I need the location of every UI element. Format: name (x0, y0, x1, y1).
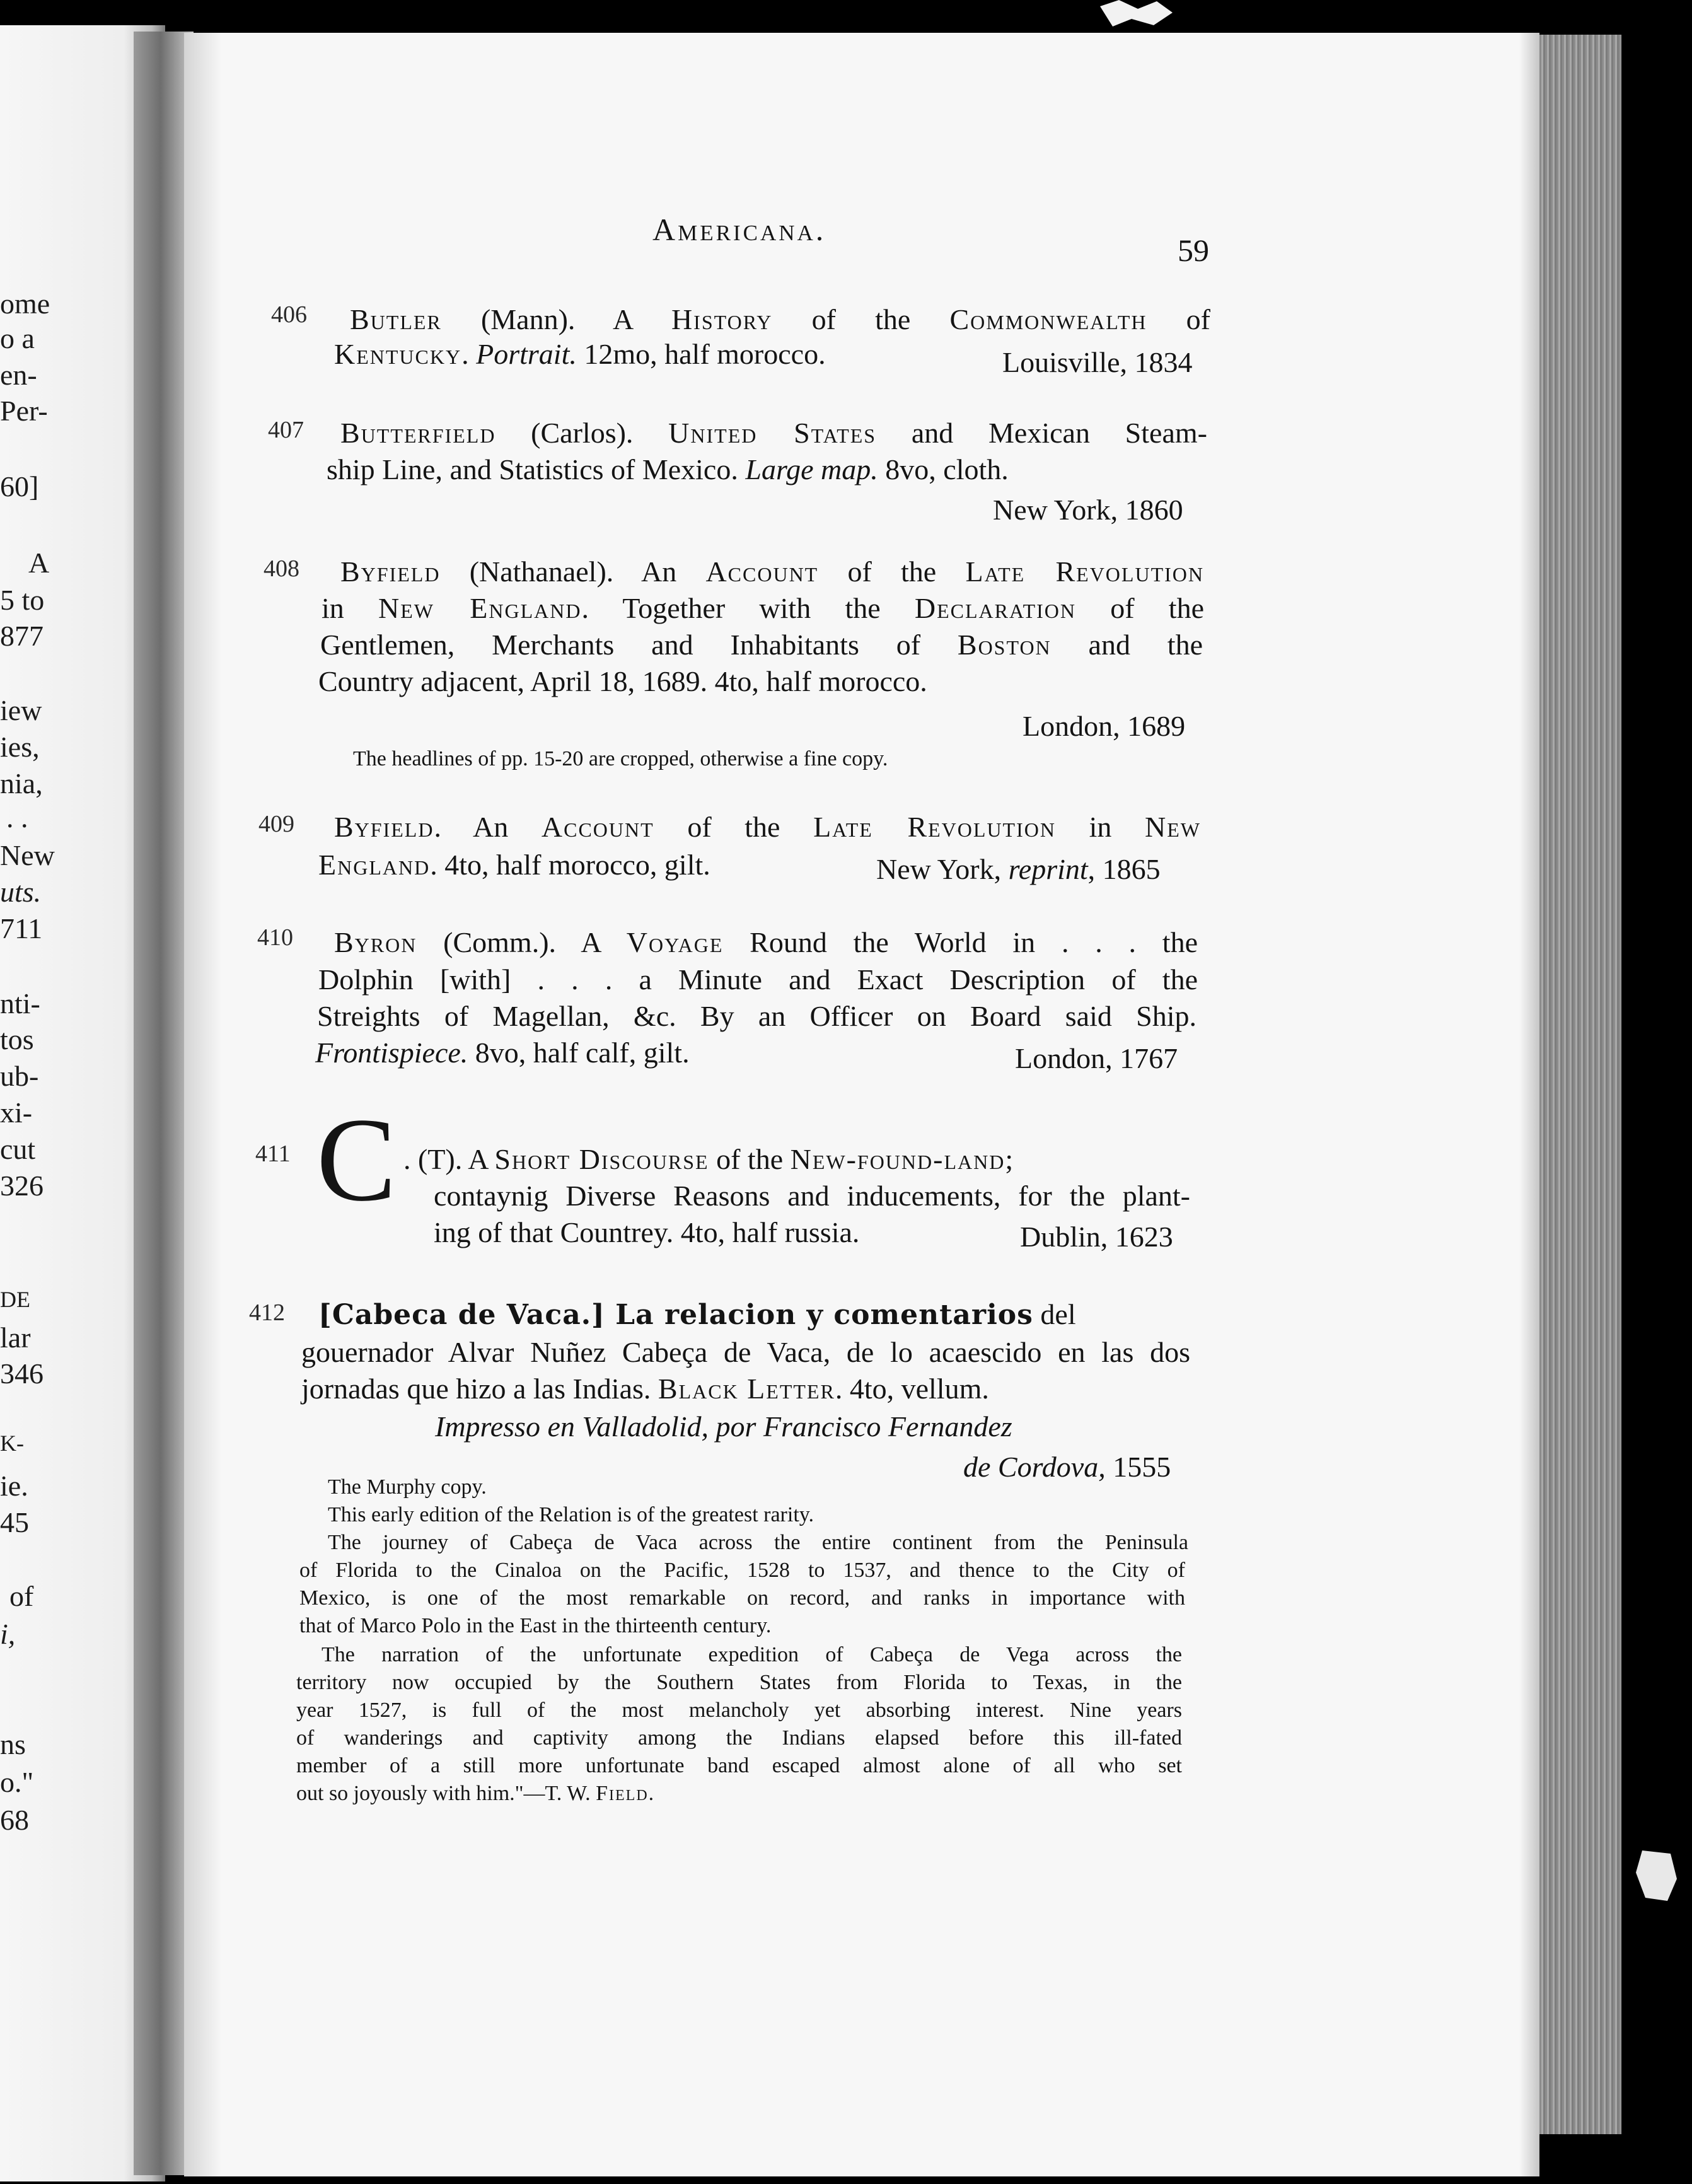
fragment: Per- (0, 395, 48, 427)
entry-line: contaynig Diverse Reasons and inducements, for the plant- (434, 1180, 1190, 1212)
fragment: 60] (0, 470, 39, 502)
entry-line: Gentlemen, Merchants and Inhabitants of Boston and the (320, 629, 1203, 661)
imprint: Impresso en Valladolid, por Francisco Fernandez (435, 1410, 1012, 1443)
fragment: 877 (0, 620, 43, 652)
imprint: New York, reprint, 1865 (876, 853, 1161, 885)
entry-number: 410 (257, 924, 293, 951)
imprint: Dublin, 1623 (1020, 1221, 1173, 1253)
fragment: nti- (0, 987, 40, 1019)
entry-line: ing of that Countrey. 4to, half russia. (434, 1216, 860, 1248)
fragment: ome (0, 288, 50, 320)
entry-line: Frontispiece. 8vo, half calf, gilt. (315, 1037, 690, 1069)
entry-note: The narration of the unfortunate expedition of Cabeça de Vega across the (322, 1643, 1182, 1666)
entry-note: of Florida to the Cinaloa on the Pacific, 1528 to 1537, and thence to the City of (299, 1559, 1185, 1582)
entry-line: Byfield (Nathanael). An Account of the Late Revolution (340, 555, 1204, 588)
fragment: . . (6, 801, 28, 834)
entry-number: 411 (255, 1141, 291, 1167)
entry-note: The headlines of pp. 15-20 are cropped, otherwise a fine copy. (353, 747, 888, 770)
fragment: lar (0, 1321, 31, 1354)
entry-line: Butler (Mann). A History of the Commonwealth of (350, 303, 1210, 335)
running-title: Americana. (652, 212, 826, 247)
fragment: 326 (0, 1170, 43, 1202)
entry-number: 407 (268, 417, 304, 443)
fragment: DE (0, 1287, 30, 1312)
fragment: nia, (0, 767, 43, 799)
entry-line: ship Line, and Statistics of Mexico. Large map. 8vo, cloth. (327, 453, 1009, 485)
fragment: 346 (0, 1357, 43, 1390)
fragment: xi- (0, 1096, 33, 1129)
entry-note: The journey of Cabeça de Vaca across the entire continent from the Peninsula (328, 1531, 1188, 1554)
entry-number: 408 (264, 555, 299, 582)
entry-line: Dolphin [with] . . . a Minute and Exact Description of the (318, 963, 1198, 996)
imprint: London, 1767 (1015, 1042, 1178, 1074)
entry-line: Country adjacent, April 18, 1689. 4to, half morocco. (318, 665, 927, 697)
fragment: ub- (0, 1060, 39, 1092)
fragment: iew (0, 694, 42, 726)
entry-line: Streights of Magellan, &c. By an Officer on Board said Ship. (317, 1000, 1197, 1032)
fragment: i, (0, 1618, 16, 1650)
fragment: cut (0, 1133, 36, 1165)
page-fore-edge (1539, 35, 1621, 2134)
entry-line: . (T). A Short Discourse of the New-found-land; (403, 1143, 1014, 1175)
entry-note: member of a still more unfortunate band escaped almost alone of all who set (296, 1754, 1182, 1777)
entry-line: [Cabeca de Vaca.] La relacion y comentarios del (318, 1298, 1076, 1331)
fragment: en- (0, 359, 37, 391)
paper-fleck (1633, 1847, 1680, 1904)
entry-number: 406 (271, 301, 307, 328)
entry-line: gouernador Alvar Nuñez Cabeça de Vaca, de lo acaescido en las dos (301, 1336, 1190, 1368)
page-number: 59 (1178, 233, 1209, 268)
entry-note: This early edition of the Relation is of the greatest rarity. (328, 1503, 814, 1526)
fragment: 5 to (0, 584, 45, 616)
fragment: o." (0, 1766, 34, 1798)
entry-line: Butterfield (Carlos). United States and Mexican Steam- (340, 417, 1207, 449)
dust-speck (1094, 0, 1176, 28)
fragment: o a (0, 322, 35, 354)
fragment: A (28, 547, 50, 579)
entry-line: in New England. Together with the Declaration of the (322, 592, 1205, 624)
entry-line: jornadas que hizo a las Indias. Black Letter. 4to, vellum. (301, 1373, 989, 1405)
fragment: 68 (0, 1804, 29, 1836)
fragment: K- (0, 1431, 24, 1456)
entry-note: of wanderings and captivity among the Indians elapsed before this ill-fated (296, 1726, 1182, 1750)
entry-note: that of Marco Polo in the East in the thirteenth century. (299, 1614, 772, 1637)
entry-note: year 1527, is full of the most melancholy yet absorbing interest. Nine years (296, 1699, 1182, 1722)
imprint: London, 1689 (1023, 710, 1186, 742)
entry-line: Kentucky. Portrait. 12mo, half morocco. (334, 338, 826, 370)
fragment: tos (0, 1023, 34, 1055)
entry-number: 412 (249, 1299, 285, 1326)
entry-line: Byfield. An Account of the Late Revolution in New (334, 811, 1201, 843)
fragment: ie. (0, 1470, 28, 1502)
imprint: Louisville, 1834 (1002, 346, 1193, 378)
entry-number: 409 (258, 811, 294, 837)
entry-line: Byron (Comm.). A Voyage Round the World in . . . the (334, 926, 1198, 958)
entry-note: out so joyously with him."—T. W. Field. (296, 1782, 656, 1805)
fragment: 711 (0, 912, 43, 944)
page-shadow (184, 33, 222, 2176)
entry-line: England. 4to, half morocco, gilt. (318, 849, 710, 881)
fragment: New (0, 839, 55, 871)
fragment: of (9, 1580, 34, 1612)
fragment: ns (0, 1728, 26, 1760)
entry-note: territory now occupied by the Southern States from Florida to Texas, in the (296, 1671, 1182, 1694)
drop-cap: C (316, 1094, 397, 1226)
fragment: 45 (0, 1506, 29, 1538)
entry-note: Mexico, is one of the most remarkable on record, and ranks in importance with (299, 1586, 1185, 1610)
fragment: uts. (0, 876, 42, 908)
entry-note: The Murphy copy. (328, 1475, 487, 1499)
imprint: New York, 1860 (993, 494, 1183, 526)
imprint: de Cordova, 1555 (963, 1451, 1171, 1483)
fragment: ies, (0, 731, 40, 763)
